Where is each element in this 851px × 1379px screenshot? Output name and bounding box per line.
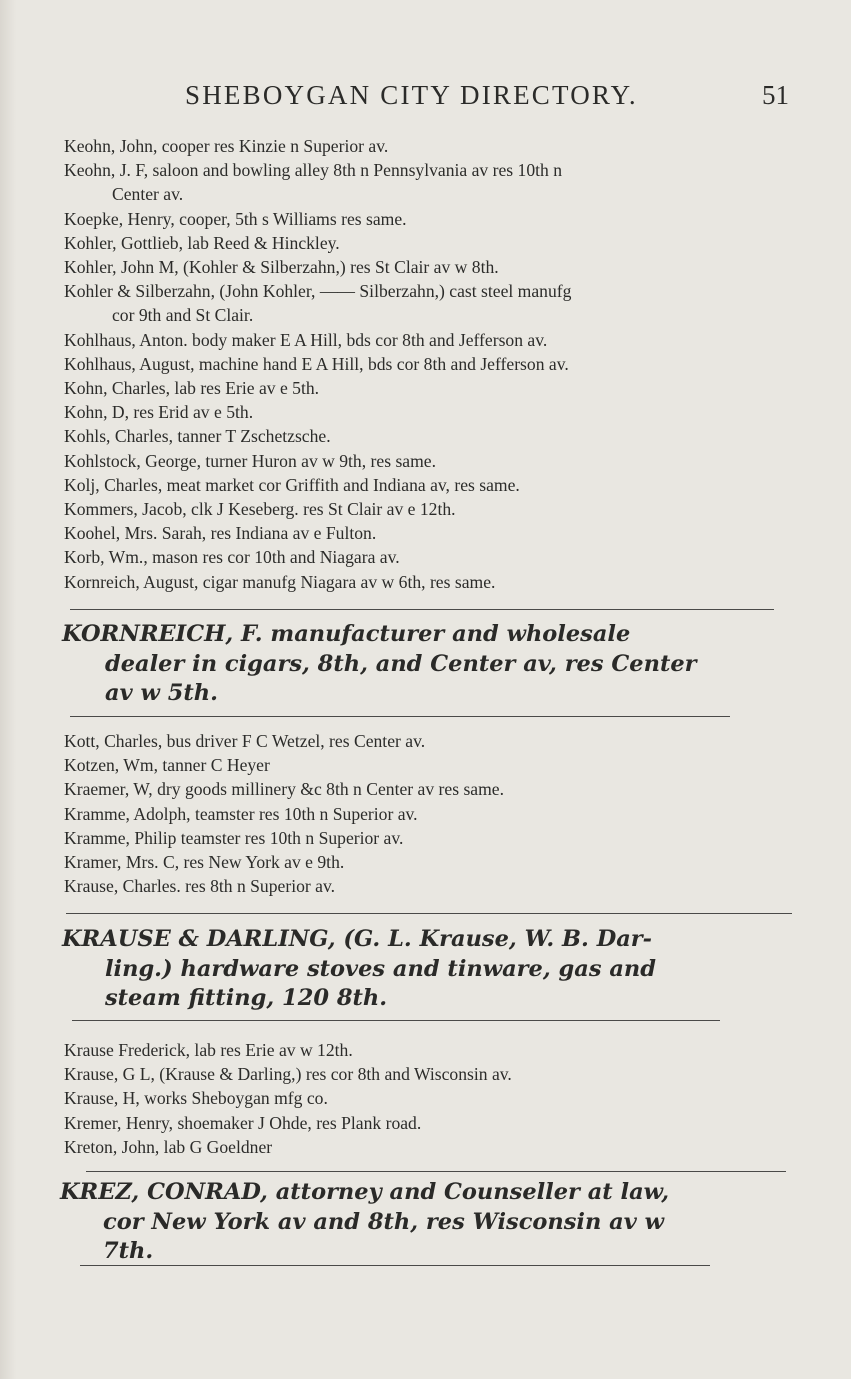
advertisement-krause-darling: KRAUSE & DARLING, (G. L. Krause, W. B. Dar- ling.) hardware stoves and tinware, gas and steam fitting, 120 8th. — [62, 926, 656, 1011]
directory-entries-3 — [64, 1038, 794, 1159]
directory-entry: Kornreich, August, cigar manufg Niagara av w 6th, res same. — [64, 571, 496, 592]
advertisement-kornreich: KORNREICH, F. manufacturer and wholesale dealer in cigars, 8th, and Center av, res Center av w 5th. — [62, 621, 697, 706]
divider-rule — [66, 913, 792, 914]
directory-entry: Kremer, Henry, shoemaker J Ohde, res Plank road. — [64, 1112, 422, 1133]
directory-entry: Koepke, Henry, cooper, 5th s Williams res same. — [64, 208, 407, 229]
directory-entry: Kohn, Charles, lab res Erie av e 5th. — [64, 378, 320, 399]
page-number: 51 — [762, 80, 789, 110]
directory-entry: Krause Frederick, lab res Erie av w 12th. — [64, 1040, 353, 1060]
directory-entry: Keohn, John, cooper res Kinzie n Superior av. — [64, 136, 389, 156]
directory-entries-1 — [64, 134, 794, 594]
directory-entry: Kott, Charles, bus driver F C Wetzel, res Center av. — [64, 731, 426, 751]
directory-entry: Korb, Wm., mason res cor 10th and Niagara av. — [64, 547, 400, 568]
directory-entry: Kohlhaus, August, machine hand E A Hill, bds cor 8th and Jefferson av. — [64, 353, 569, 374]
divider-rule — [80, 1265, 710, 1266]
directory-entry: Kramme, Adolph, teamster res 10th n Superior av. — [64, 803, 418, 824]
directory-entry: Kohler, Gottlieb, lab Reed & Hinckley. — [64, 232, 340, 253]
directory-entry: Koohel, Mrs. Sarah, res Indiana av e Fulton. — [64, 523, 377, 544]
divider-rule — [70, 609, 774, 610]
directory-entry: Kohler & Silberzahn, (John Kohler, —— Silberzahn,) cast steel manufg cor 9th and St Clair. — [64, 279, 794, 327]
directory-entries-2 — [64, 729, 794, 898]
directory-entry: Kohler, John M, (Kohler & Silberzahn,) res St Clair av w 8th. — [64, 257, 499, 278]
directory-entry: Kohn, D, res Erid av e 5th. — [64, 402, 254, 423]
directory-entry: Kramme, Philip teamster res 10th n Superior av. — [64, 827, 404, 848]
directory-entry: Kraemer, W, dry goods millinery &c 8th n Center av res same. — [64, 779, 505, 800]
running-title: SHEBOYGAN CITY DIRECTORY. — [185, 80, 638, 110]
directory-entry: Kohlhaus, Anton. body maker E A Hill, bds cor 8th and Jefferson av. — [64, 329, 548, 350]
page-header — [0, 80, 851, 114]
directory-entry: Kotzen, Wm, tanner C Heyer — [64, 755, 270, 776]
directory-entry: Krause, H, works Sheboygan mfg co. — [64, 1088, 328, 1109]
divider-rule — [72, 1020, 720, 1021]
entry-continuation: Center av. — [112, 184, 184, 205]
directory-entry: Kreton, John, lab G Goeldner — [64, 1136, 273, 1157]
directory-entry: Kramer, Mrs. C, res New York av e 9th. — [64, 852, 345, 873]
advertisement-krez: KREZ, CONRAD, attorney and Counseller at law, cor New York av and 8th, res Wisconsin av w 7th. — [60, 1179, 670, 1264]
directory-entry: Kohlstock, George, turner Huron av w 9th, res same. — [64, 450, 436, 471]
divider-rule — [70, 716, 730, 717]
directory-entry: Kohls, Charles, tanner T Zschetzsche. — [64, 426, 331, 447]
page-edge-shadow — [0, 0, 16, 1379]
entry-continuation: cor 9th and St Clair. — [112, 305, 254, 326]
directory-entry: Krause, G L, (Krause & Darling,) res cor 8th and Wisconsin av. — [64, 1064, 512, 1085]
directory-entry: Kommers, Jacob, clk J Keseberg. res St Clair av e 12th. — [64, 499, 456, 520]
directory-entry: Krause, Charles. res 8th n Superior av. — [64, 876, 336, 897]
divider-rule — [86, 1171, 786, 1172]
directory-entry: Kolj, Charles, meat market cor Griffith and Indiana av, res same. — [64, 474, 520, 495]
directory-entry: Keohn, J. F, saloon and bowling alley 8th n Pennsylvania av res 10th n Center av. — [64, 158, 794, 206]
